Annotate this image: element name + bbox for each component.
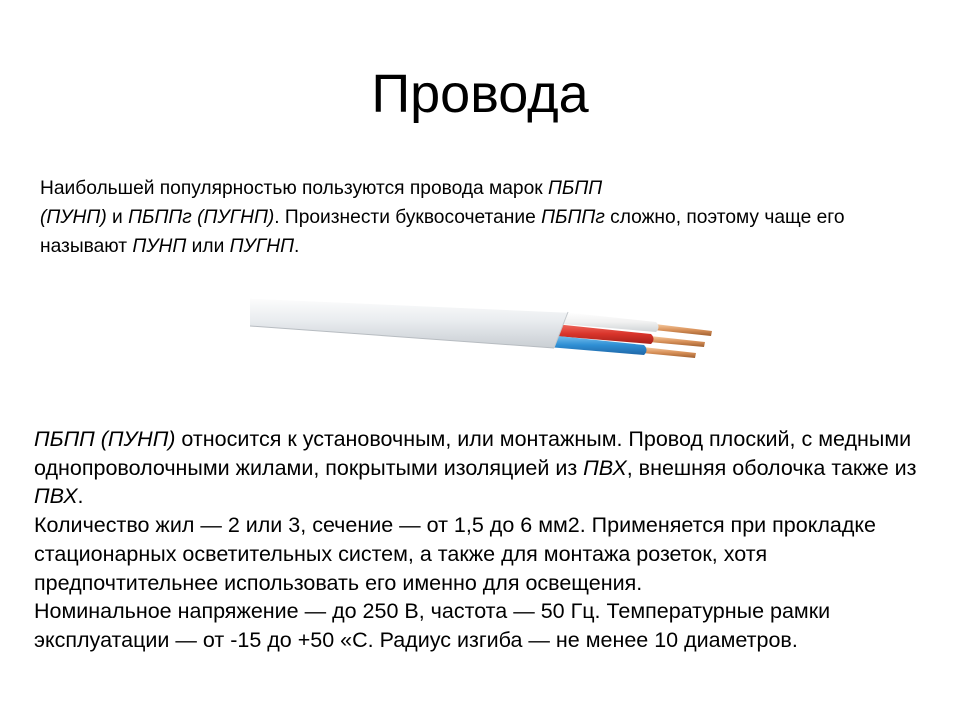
intro-brand-pugnp: ПУГНП — [229, 236, 294, 257]
details-text-2: , внешняя оболочка также из — [626, 455, 917, 480]
intro-brand-pbppg: ПБППг (ПУГНП) — [128, 207, 275, 228]
intro-brand-pbppg-2: ПБППг — [541, 207, 605, 228]
details-text — [34, 425, 934, 655]
details-text-1: относится к установочным, или монтажным. Провод плоский, с медными однопроволочными жилами, покрытыми изоляцией из — [34, 427, 912, 480]
intro-text-3: и — [106, 207, 129, 228]
intro-brand-pbpp: ПБПП — [548, 178, 603, 199]
intro-text-4: . Произнести буквосочетание — [274, 207, 542, 228]
details-paragraph-3: Номинальное напряжение — до 250 В, частота — 50 Гц. Температурные рамки эксплуатации — от -15 до +50 «С. Радиус изгиба — не менее 10 диаметров. — [34, 599, 831, 652]
slide-title: Провода — [371, 64, 589, 124]
details-brand-pbpp-punp: ПБПП (ПУНП) — [34, 427, 176, 451]
intro-brand-punp-2: ПУНП — [132, 236, 187, 257]
details-paragraph-2: Количество жил — 2 или 3, сечение — от 1,5 до 6 мм2. Применяется при прокладке стационарных осветительных систем, а также для монтажа розеток, хотя предпочтительнее использовать его именно для освещения. — [34, 513, 876, 595]
details-pvc-1: ПВХ — [583, 455, 627, 480]
details-pvc-2: ПВХ — [34, 484, 78, 509]
intro-text-7: . — [294, 236, 300, 257]
intro-brand-punp: (ПУНП) — [40, 207, 107, 228]
intro-text-5: сложно, поэтому чаще его называют — [40, 207, 845, 257]
details-paragraph-1 — [34, 425, 934, 511]
intro-text-1: Наибольшей популярностью пользуются провода марок — [40, 178, 548, 199]
flat-three-core-cable-icon — [250, 290, 720, 370]
intro-text-6: или — [186, 236, 230, 257]
details-text-3: . — [77, 484, 84, 509]
intro-paragraph — [40, 174, 900, 261]
